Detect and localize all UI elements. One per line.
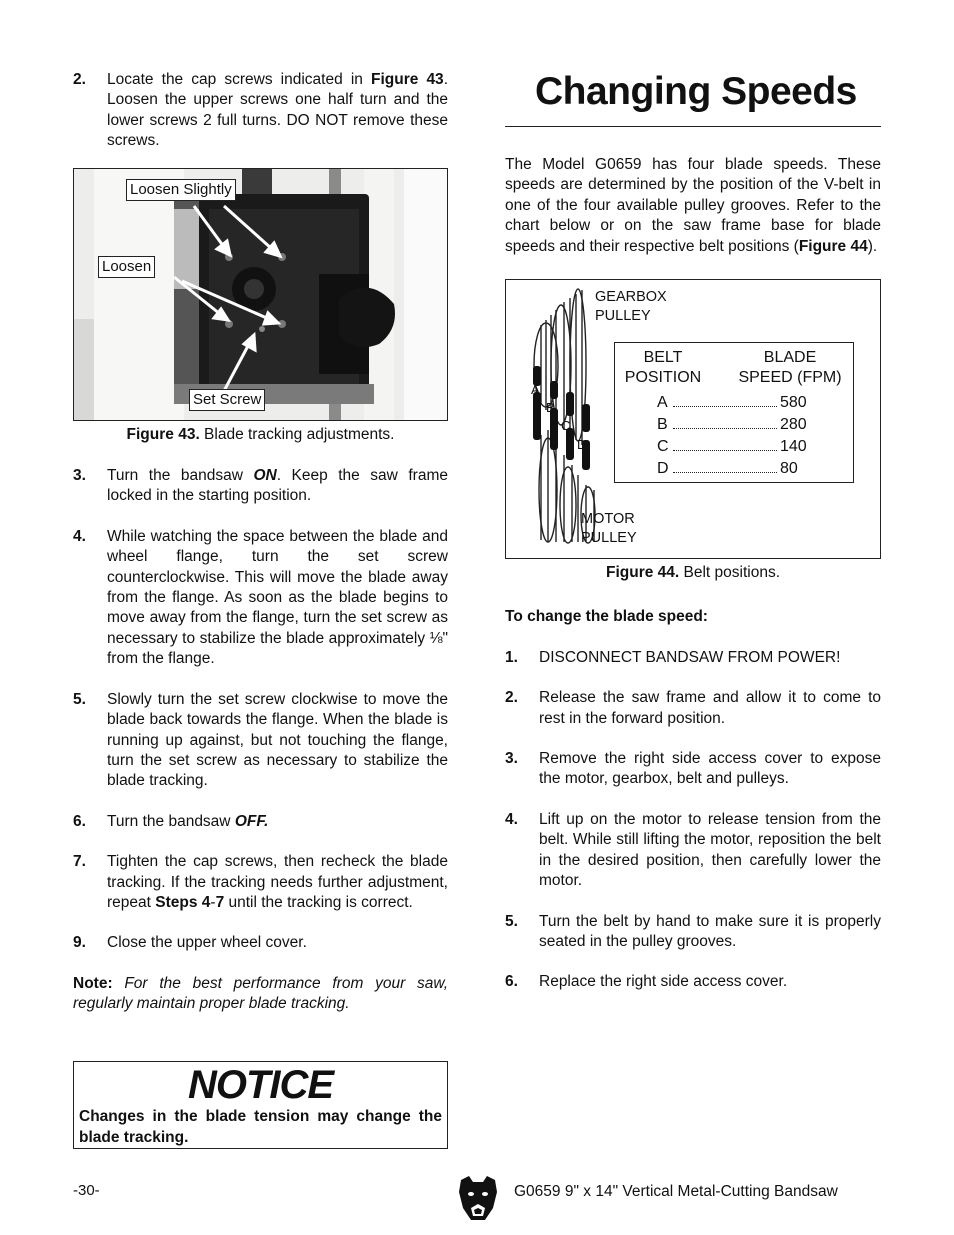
right-column bbox=[505, 70, 881, 1013]
step-5: 5. Slowly turn the set screw clockwise to move the blade back towards the flange. When the blade is running up against, but not touching the flange, turn the set screw as necessary to stabilize the blade tracking. bbox=[73, 690, 448, 790]
step-6: 6. Turn the bandsaw OFF. bbox=[73, 812, 448, 832]
leader-dots bbox=[673, 472, 777, 473]
speed-change-steps bbox=[505, 648, 881, 993]
speed-table bbox=[614, 342, 854, 483]
callout-arrows bbox=[74, 169, 448, 421]
leader-dots bbox=[673, 428, 777, 429]
speed-step: 2. Release the saw frame and allow it to come to rest in the forward position. bbox=[505, 689, 881, 727]
belt-position-cell: C bbox=[657, 438, 669, 456]
notice-box bbox=[73, 1061, 448, 1149]
col-header-belt-position: BELT POSITION bbox=[624, 349, 702, 387]
step-number: 3. bbox=[505, 750, 518, 768]
speed-table-row bbox=[615, 393, 855, 413]
figure-43-caption: Figure 43. Blade tracking adjustments. bbox=[126, 425, 395, 443]
figure-43 bbox=[73, 168, 448, 445]
blade-speed-cell: 580 bbox=[780, 394, 807, 412]
notice-body: Changes in the blade tension may change the blade tracking. bbox=[79, 1108, 442, 1146]
groove-letter-c: C bbox=[561, 418, 571, 434]
step-number: 4. bbox=[73, 527, 86, 545]
groove-letter-a: A bbox=[531, 382, 540, 398]
figure-44-caption: Figure 44. Belt positions. bbox=[605, 564, 781, 582]
belt-positions-diagram bbox=[505, 279, 881, 559]
blade-speed-cell: 80 bbox=[780, 460, 798, 478]
callout-loosen-slightly: Loosen Slightly bbox=[126, 179, 236, 201]
step-7: 7. Tighten the cap screws, then recheck the blade tracking. If the tracking needs further adjustment, repeat Steps 4-7 until the tracking is correct. bbox=[73, 853, 448, 911]
figure-44 bbox=[505, 279, 881, 583]
step-number: 5. bbox=[73, 690, 86, 708]
blade-speed-cell: 280 bbox=[780, 416, 807, 434]
speed-step: 5. Turn the belt by hand to make sure it is properly seated in the pulley grooves. bbox=[505, 912, 881, 950]
speed-step: 3. Remove the right side access cover to expose the motor, gearbox, belt and pulleys. bbox=[505, 750, 881, 788]
col-header-blade-speed: BLADE SPEED (FPM) bbox=[738, 349, 842, 387]
speed-table-row bbox=[615, 459, 855, 479]
step-number: 1. bbox=[505, 648, 518, 666]
left-column bbox=[73, 70, 448, 1035]
subheading: To change the blade speed: bbox=[505, 608, 708, 626]
step-4: 4. While watching the space between the blade and wheel flange, turn the set screw counterclockwise. This will move the blade away from the flange. As soon as the blade begins to move away from the flange, turn the set screw as necessary to stabilize the blade approximately ⅛" from the flange. bbox=[73, 527, 448, 668]
step-number: 4. bbox=[505, 810, 518, 828]
notice-title: NOTICE bbox=[187, 1063, 334, 1107]
step-9: 9. Close the upper wheel cover. bbox=[73, 933, 448, 953]
speed-step: 6. Replace the right side access cover. bbox=[505, 972, 881, 992]
belt-position-cell: B bbox=[657, 416, 668, 434]
motor-pulley-label: MOTOR PULLEY bbox=[581, 511, 637, 547]
note: Note: For the best performance from your saw, regularly maintain proper blade tracking. bbox=[73, 974, 448, 1013]
callout-loosen: Loosen bbox=[98, 256, 155, 278]
step-2: 2. Locate the cap screws indicated in Figure 43. Loosen the upper screws one half turn and the lower screws 2 full turns. DO NOT remove these screws. bbox=[73, 71, 448, 150]
speed-table-row bbox=[615, 437, 855, 457]
blade-speed-cell: 140 bbox=[780, 438, 807, 456]
step-number: 7. bbox=[73, 853, 86, 871]
callout-set-screw: Set Screw bbox=[189, 389, 265, 411]
page-number: -30- bbox=[73, 1182, 100, 1199]
speed-table-row bbox=[615, 415, 855, 435]
step-number: 9. bbox=[73, 934, 86, 952]
grizzly-bear-logo-icon bbox=[457, 1174, 499, 1222]
step-number: 3. bbox=[73, 467, 86, 485]
step-number: 6. bbox=[505, 973, 518, 991]
intro-paragraph: The Model G0659 has four blade speeds. These speeds are determined by the position of the V-belt in one of the four available pulley grooves. Refer to the chart below or on the saw frame base for blade speeds and their respective belt positions (Figure 44). bbox=[505, 156, 881, 255]
speed-step: 4. Lift up on the motor to release tension from the belt. While still lifting the motor, reposition the belt in the desired position, then carefully lower the motor. bbox=[505, 810, 881, 890]
leader-dots bbox=[673, 406, 777, 407]
belt-position-cell: A bbox=[657, 394, 668, 412]
step-number: 2. bbox=[505, 689, 518, 707]
step-3: 3. Turn the bandsaw ON. Keep the saw frame locked in the starting position. bbox=[73, 467, 448, 505]
step-number: 5. bbox=[505, 912, 518, 930]
page-title: Changing Speeds bbox=[535, 70, 857, 113]
blade-tracking-photo bbox=[73, 168, 448, 421]
belt-position-cell: D bbox=[657, 460, 669, 478]
speed-step: 1. DISCONNECT BANDSAW FROM POWER! bbox=[505, 648, 881, 668]
gearbox-pulley-label: GEARBOX PULLEY bbox=[595, 289, 667, 325]
leader-dots bbox=[673, 450, 777, 451]
step-number: 2. bbox=[73, 71, 86, 88]
step-number: 6. bbox=[73, 812, 86, 830]
title-rule bbox=[505, 126, 881, 127]
groove-letter-d: D bbox=[577, 437, 587, 453]
footer-title: G0659 9" x 14" Vertical Metal-Cutting Bandsaw bbox=[514, 1183, 838, 1200]
groove-letter-b: B bbox=[546, 400, 555, 416]
